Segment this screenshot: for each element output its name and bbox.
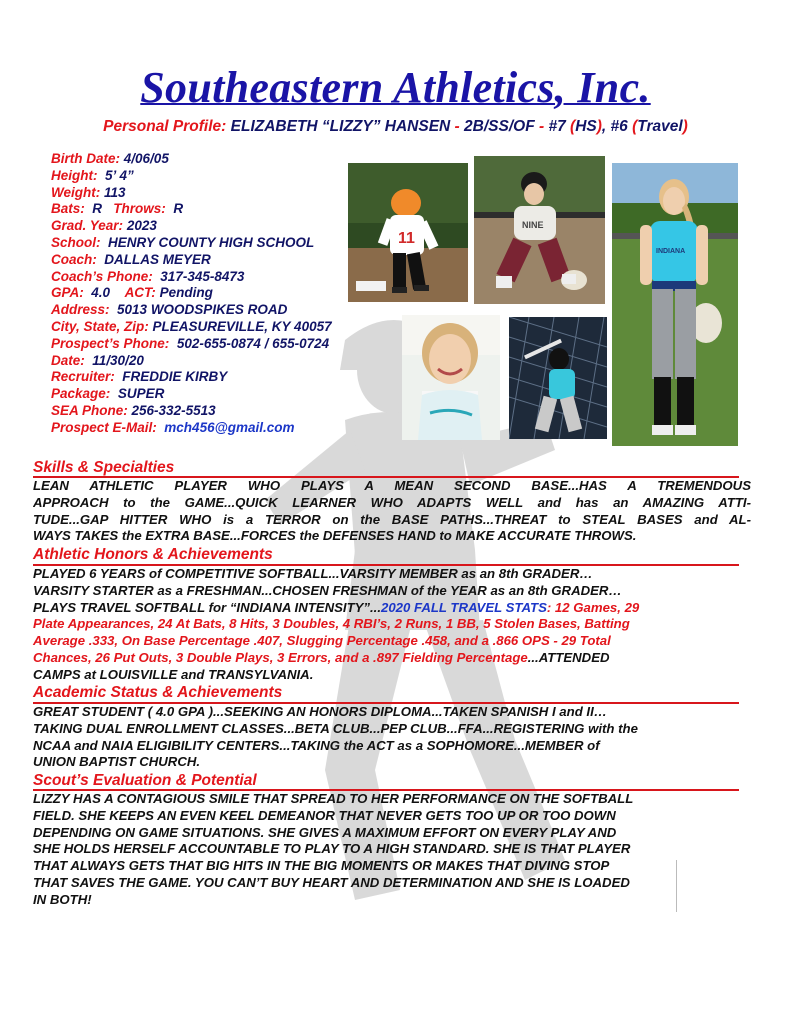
scout-line: DEPENDING ON GAME SITUATIONS. SHE GIVES A MAXIMUM EFFORT ON EVERY PLAY AND: [33, 824, 617, 840]
scout-line: LIZZY HAS A CONTAGIOUS SMILE THAT SPREAD TO HER PERFORMANCE ON THE SOFTBALL: [33, 791, 634, 806]
thin-vertical-line: [676, 860, 677, 912]
profile-line: Personal Profile: ELIZABETH “LIZZY” HANSEN - 2B/SS/OF - #7 (HS), #6 (Travel): [103, 118, 688, 135]
academic-line: NCAA and NAIA ELIGIBILITY CENTERS...TAKING the ACT as a SOPHOMORE...MEMBER of: [33, 737, 600, 753]
info-package: Package: SUPER: [51, 386, 165, 402]
personal-info: [51, 151, 396, 437]
academic-line: GREAT STUDENT ( 4.0 GPA )...SEEKING AN HONORS DIPLOMA...TAKEN SPANISH I and II…: [33, 704, 607, 719]
academic-line: UNION BAPTIST CHURCH.: [33, 754, 201, 770]
jersey-number: 11: [398, 230, 415, 247]
athletic-heading: Athletic Honors & Achievements: [33, 546, 273, 563]
skills-line: WAYS TAKES the EXTRA BASE...FORCES the DEFENSES HAND to MAKE ACCURATE THROWS.: [33, 528, 637, 544]
travel-stats-label: 2020 FALL TRAVEL STATS: [381, 599, 547, 615]
info-birth-date: Birth Date: 4/06/05: [51, 151, 169, 166]
info-sea-phone: SEA Phone: 256-332-5513: [51, 402, 216, 418]
athletic-line: PLAYED 6 YEARS of COMPETITIVE SOFTBALL...VARSITY MEMBER as an 8th GRADER…: [33, 566, 593, 581]
info-school: School: HENRY COUNTY HIGH SCHOOL: [51, 234, 315, 250]
athletic-line: Plate Appearances, 24 At Bats, 8 Hits, 3 Doubles, 4 RBI’s, 2 Runs, 1 BB, 5 Stolen Bases, Batting: [33, 616, 630, 632]
athletic-paragraph: [33, 566, 751, 684]
info-coach: Coach: DALLAS MEYER: [51, 251, 211, 267]
shirt-text: INDIANA: [656, 248, 686, 255]
skills-line: APPROACH to the GAME...QUICK LEARNER WHO ADAPTS WELL and has an AMAZING ATTI-: [33, 494, 751, 510]
info-gpa-act: GPA: 4.0 ACT: Pending: [51, 285, 213, 301]
player-name: ELIZABETH “LIZZY” HANSEN: [230, 118, 451, 135]
photo-player-on-base: [348, 163, 468, 302]
athletic-line: CAMPS at LOUISVILLE and TRANSYLVANIA.: [33, 666, 314, 682]
scout-paragraph: [33, 791, 751, 909]
info-grad-year: Grad. Year: 2023: [51, 218, 157, 234]
jersey-text: NINE: [522, 220, 544, 230]
travel-label: Travel: [637, 118, 683, 135]
athletic-line: Chances, 26 Put Outs, 3 Double Plays, 3 Errors, and a .897 Fielding Percentage...ATTENDED: [33, 649, 610, 665]
info-height: Height: 5’ 4”: [51, 167, 134, 183]
academic-line: TAKING DUAL ENROLLMENT CLASSES...BETA CLUB...PEP CLUB...FFA...REGISTERING with the: [33, 720, 638, 736]
scout-heading: Scout’s Evaluation & Potential: [33, 772, 257, 789]
hs-number: #7: [548, 118, 566, 135]
scout-line: THAT SAVES THE GAME. YOU CAN’T BUY HEART AND DETERMINATION AND SHE IS LOADED: [33, 874, 630, 890]
academic-heading: Academic Status & Achievements: [33, 684, 283, 701]
info-city-state-zip: City, State, Zip: PLEASUREVILLE, KY 40057: [51, 318, 332, 334]
photo-infield-ready-stance: [474, 156, 605, 304]
scout-line: SHE HOLDS HERSELF ACCOUNTABLE TO PLAY TO A HIGH STANDARD. SHE IS THAT PLAYER: [33, 841, 631, 857]
scout-line: THAT ALWAYS GETS THAT BIG HITS IN THE BIG MOMENTS OR MAKES THAT DIVING STOP: [33, 858, 610, 874]
profile-label: Personal Profile:: [103, 118, 227, 135]
skills-line: LEAN ATHLETIC PLAYER WHO PLAYS A MEAN SECOND BASE...HAS A TREMENDOUS: [33, 478, 751, 493]
photo-batting-action: [509, 317, 607, 439]
info-prospect-phone: Prospect’s Phone: 502-655-0874 / 655-0724: [51, 335, 330, 351]
player-positions: 2B/SS/OF: [464, 118, 535, 135]
email-link[interactable]: mch456@gmail.com: [164, 419, 295, 435]
skills-heading: Skills & Specialties: [33, 459, 175, 476]
hs-label: HS: [575, 118, 597, 135]
academic-paragraph: [33, 704, 751, 771]
info-prospect-email: Prospect E-Mail: mch456@gmail.com: [51, 419, 295, 435]
page-title: Southeastern Athletics, Inc.: [140, 63, 651, 112]
info-address: Address: 5013 WOODSPIKES ROAD: [51, 302, 288, 318]
athletic-line: VARSITY STARTER as a FRESHMAN...CHOSEN FRESHMAN of the YEAR as an 8th GRADER…: [33, 582, 622, 598]
scout-line: IN BOTH!: [33, 891, 92, 907]
info-bats-throws: Bats: R Throws: R: [51, 201, 184, 217]
info-coach-phone: Coach’s Phone: 317-345-8473: [51, 268, 245, 284]
info-weight: Weight: 113: [51, 184, 126, 200]
travel-number: #6: [610, 118, 628, 135]
athletic-line: PLAYS TRAVEL SOFTBALL for “INDIANA INTENSITY”...2020 FALL TRAVEL STATS: 12 Games, 29: [33, 599, 640, 615]
scout-line: FIELD. SHE KEEPS AN EVEN KEEL DEMEANOR THAT NEVER GETS TOO UP OR TOO DOWN: [33, 807, 616, 823]
photo-standing-portrait: [612, 163, 738, 446]
athletic-line: Average .333, On Base Percentage .407, Slugging Percentage .458, and a .866 OPS - 29 Total: [33, 633, 611, 649]
info-date: Date: 11/30/20: [51, 352, 144, 368]
photo-headshot: [402, 315, 500, 440]
skills-paragraph: [33, 478, 751, 545]
info-recruiter: Recruiter: FREDDIE KIRBY: [51, 369, 228, 385]
skills-line: TUDE...GAP HITTER WHO is a TERROR on the BASE PATHS...THREAT to STEAL BASES and AL-: [33, 511, 751, 527]
